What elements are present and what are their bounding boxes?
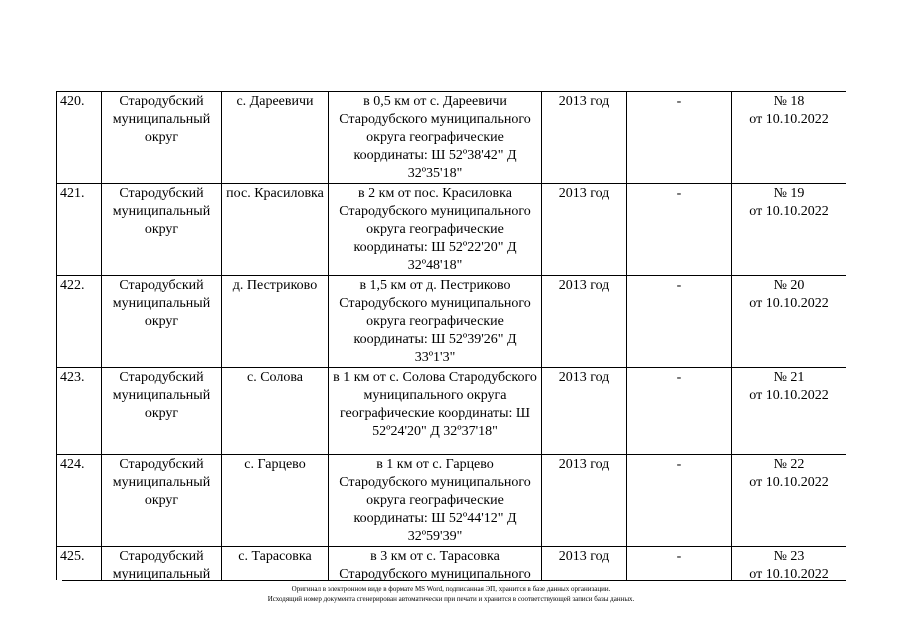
note-cell: -: [627, 547, 732, 581]
settlement-cell: с. Солова: [222, 368, 329, 455]
footer-divider: [62, 580, 846, 581]
location-cell: в 2 км от пос. Красиловка Стародубского муниципального округа географические координаты: Ш 52º22'20" Д 32º48'18": [329, 184, 542, 276]
document-cell: [732, 547, 847, 581]
note-cell: -: [627, 455, 732, 547]
row-number: 425.: [57, 547, 102, 581]
location-cell: в 0,5 км от с. Дареевичи Стародубского муниципального округа географические координаты: Ш 52º38'42" Д 32º35'18": [329, 92, 542, 184]
table-row: [57, 184, 847, 276]
district-cell: Стародубский муниципальный округ: [102, 92, 222, 184]
table-row: [57, 276, 847, 368]
document-cell: [732, 368, 847, 455]
district-cell: Стародубский муниципальный округ: [102, 368, 222, 455]
document-number: № 19: [773, 186, 805, 201]
footer-original-note: Оригинал в электронном виде в формате MS Word, подписанная ЭП, хранится в базе данных организации.: [291, 585, 611, 593]
table-row: [57, 455, 847, 547]
document-number: № 23: [773, 549, 805, 564]
page-footer: [56, 584, 846, 604]
year-cell: 2013 год: [542, 276, 627, 368]
year-cell: 2013 год: [542, 368, 627, 455]
note-cell: -: [627, 276, 732, 368]
document-cell: [732, 184, 847, 276]
document-date: от 10.10.2022: [749, 112, 829, 127]
document-date: от 10.10.2022: [749, 388, 829, 403]
document-date: от 10.10.2022: [749, 204, 829, 219]
document-number: № 20: [773, 278, 805, 293]
note-cell: -: [627, 92, 732, 184]
row-number: 421.: [57, 184, 102, 276]
row-number: 424.: [57, 455, 102, 547]
table-row: [57, 547, 847, 581]
table-row: [57, 368, 847, 455]
note-cell: -: [627, 184, 732, 276]
footer-outgoing-number-note: Исходящий номер документа сгенерирован автоматически при печати и хранится в соответствующей записи базы данных.: [267, 595, 635, 603]
location-cell: в 1 км от с. Гарцево Стародубского муниципального округа географические координаты: Ш 52º44'12" Д 32º59'39": [329, 455, 542, 547]
registry-table: [56, 91, 846, 580]
district-cell: Стародубский муниципальный: [102, 547, 222, 581]
row-number: 420.: [57, 92, 102, 184]
district-cell: Стародубский муниципальный округ: [102, 276, 222, 368]
row-number: 422.: [57, 276, 102, 368]
district-cell: Стародубский муниципальный округ: [102, 184, 222, 276]
location-cell: в 1,5 км от д. Пестриково Стародубского муниципального округа географические координаты: Ш 52º39'26" Д 33º1'3": [329, 276, 542, 368]
year-cell: 2013 год: [542, 92, 627, 184]
settlement-cell: пос. Красиловка: [222, 184, 329, 276]
location-cell: в 3 км от с. Тарасовка Стародубского муниципального: [329, 547, 542, 581]
document-date: от 10.10.2022: [749, 567, 829, 580]
settlement-cell: с. Дареевичи: [222, 92, 329, 184]
document-number: № 18: [773, 94, 805, 109]
document-number: № 22: [773, 457, 805, 472]
location-cell: в 1 км от с. Солова Стародубского муниципального округа географические координаты: Ш 52º24'20" Д 32º37'18": [329, 368, 542, 455]
year-cell: 2013 год: [542, 455, 627, 547]
document-cell: [732, 92, 847, 184]
note-cell: -: [627, 368, 732, 455]
document-date: от 10.10.2022: [749, 475, 829, 490]
document-number: № 21: [773, 370, 805, 385]
year-cell: 2013 год: [542, 547, 627, 581]
settlement-cell: с. Тарасовка: [222, 547, 329, 581]
registry-table-wrapper: [56, 91, 846, 580]
settlement-cell: д. Пестриково: [222, 276, 329, 368]
document-cell: [732, 276, 847, 368]
year-cell: 2013 год: [542, 184, 627, 276]
table-row: [57, 92, 847, 184]
document-cell: [732, 455, 847, 547]
document-date: от 10.10.2022: [749, 296, 829, 311]
district-cell: Стародубский муниципальный округ: [102, 455, 222, 547]
settlement-cell: с. Гарцево: [222, 455, 329, 547]
row-number: 423.: [57, 368, 102, 455]
